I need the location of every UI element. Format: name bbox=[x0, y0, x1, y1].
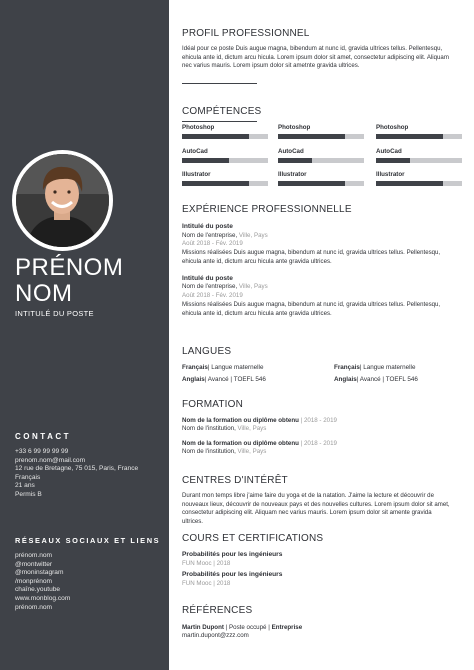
social-link[interactable]: prénom.nom bbox=[15, 603, 53, 611]
social-link[interactable]: @moninstagram bbox=[15, 569, 64, 577]
language-level: Langue maternelle bbox=[211, 364, 264, 371]
company-name: Nom de l'entreprise, bbox=[182, 231, 238, 239]
degree-dates-prefix: | bbox=[300, 439, 303, 447]
school-place: Ville, Pays bbox=[237, 425, 267, 433]
experience-section bbox=[182, 204, 462, 318]
skill-label: AutoCad bbox=[278, 148, 304, 155]
language-level: Avancé | TOEFL 546 bbox=[207, 376, 266, 383]
reference-line bbox=[182, 624, 462, 632]
experience-text: Missions réalisées Duis augue magna, bibendum at nunc id, gravida ultrices tellus. Pellentesqu, ehicula ante id, dictum arcu hicula ante gravida ultrices. bbox=[182, 249, 441, 265]
experience-text: Missions réalisées Duis augue magna, bibendum at nunc id, gravida ultrices tellus. Pellentesqu, ehicula ante id, dictum arcu hicula ante gravida ultrices. bbox=[182, 301, 441, 317]
languages-section bbox=[182, 346, 462, 358]
experience-dates: Août 2018 - Fév. 2019 bbox=[182, 291, 243, 299]
skill-label: Photoshop bbox=[278, 124, 311, 131]
social-link[interactable]: chaîne.youtube bbox=[15, 586, 61, 594]
skill-bar-fill bbox=[278, 181, 345, 186]
skill-item bbox=[278, 124, 364, 139]
language-name: Français bbox=[182, 364, 208, 371]
divider bbox=[182, 83, 257, 84]
company-place: Ville, Pays bbox=[238, 283, 268, 291]
references-section bbox=[182, 605, 462, 641]
experience-company bbox=[182, 283, 462, 291]
age: 21 ans bbox=[15, 482, 35, 490]
avatar bbox=[16, 154, 109, 247]
social-link[interactable]: prénom.nom bbox=[15, 552, 53, 559]
language-item: Anglais| Avancé | TOEFL 546 bbox=[182, 376, 266, 383]
company-place: Ville, Pays bbox=[238, 231, 268, 239]
first-name: PRÉNOM bbox=[15, 254, 124, 281]
candidate-name bbox=[15, 255, 123, 307]
education-school bbox=[182, 425, 462, 433]
school-name: Nom de l'institution, bbox=[182, 425, 236, 433]
sidebar bbox=[0, 0, 169, 670]
experience-company bbox=[182, 232, 462, 240]
section-title: PROFIL PROFESSIONNEL bbox=[182, 28, 310, 39]
skill-label: Illustrator bbox=[278, 171, 307, 178]
profile-text: Idéal pour ce poste Duis augue magna, bibendum at nunc id, gravida ultrices tellus. Pellentesqu, ehicula ante id, dictum arcu hicula. Lorem ipsum dolor sit amet, consectetur adipiscing elit. Aliquam nec varius mauris. Lorem ipsum dolor sit ametnte gravida ultrices. bbox=[182, 45, 449, 70]
skill-label: Photoshop bbox=[376, 124, 409, 131]
address: 12 rue de Bretagne, 75 015, Paris, France bbox=[15, 465, 139, 473]
skill-label: Photoshop bbox=[182, 124, 215, 131]
skill-item bbox=[278, 171, 364, 186]
section-title: RÉFÉRENCES bbox=[182, 605, 253, 616]
skill-item bbox=[182, 148, 268, 163]
section-title: LANGUES bbox=[182, 346, 232, 357]
email: prenom.nom@mail.com bbox=[15, 456, 86, 464]
skill-bar bbox=[278, 181, 364, 186]
license: Permis B bbox=[15, 490, 42, 498]
contact-heading: CONTACT bbox=[15, 432, 72, 441]
experience-dates: Août 2018 - Fév. 2019 bbox=[182, 240, 243, 247]
skill-item bbox=[376, 148, 462, 163]
section-title: CENTRES D'INTÉRÊT bbox=[182, 475, 288, 486]
skill-item bbox=[278, 148, 364, 163]
skill-bar-fill bbox=[182, 181, 249, 186]
degree-dates-prefix: | bbox=[300, 417, 303, 424]
skill-item bbox=[376, 124, 462, 139]
skill-bar bbox=[278, 134, 364, 139]
course-meta: FUN Mooc | 2018 bbox=[182, 559, 231, 567]
course-name: Probabilités pour les ingénieurs bbox=[182, 551, 283, 558]
skill-bar bbox=[376, 134, 462, 139]
skill-item bbox=[376, 171, 462, 186]
reference-company: Entreprise bbox=[271, 624, 303, 631]
course-meta: FUN Mooc | 2018 bbox=[182, 579, 231, 587]
social-link[interactable]: @montwitter bbox=[15, 560, 53, 568]
social-heading: RÉSEAUX SOCIAUX ET LIENS bbox=[15, 536, 161, 545]
language-name: Français bbox=[334, 364, 360, 371]
skill-bar-fill bbox=[278, 158, 312, 163]
course-item bbox=[182, 551, 462, 568]
education-item bbox=[182, 417, 462, 434]
skill-item bbox=[182, 124, 268, 139]
language-level: Avancé | TOEFL 546 bbox=[359, 376, 418, 383]
degree-dates: 2018 - 2019 bbox=[303, 439, 337, 447]
contact-list bbox=[15, 448, 138, 500]
skill-bar-fill bbox=[182, 158, 229, 163]
section-title: COMPÉTENCES bbox=[182, 106, 262, 117]
skill-item bbox=[182, 171, 268, 186]
language-item: Français| Langue maternelle bbox=[334, 364, 416, 371]
portrait-image bbox=[16, 154, 109, 247]
phone: +33 6 99 99 99 99 bbox=[15, 448, 69, 455]
section-title: EXPÉRIENCE PROFESSIONNELLE bbox=[182, 204, 352, 215]
experience-role: Intitulé du poste bbox=[182, 223, 233, 230]
education-degree-line bbox=[182, 440, 462, 448]
skill-bar bbox=[376, 181, 462, 186]
skill-bar-fill bbox=[278, 134, 345, 139]
profile-section bbox=[182, 28, 462, 84]
skills-section bbox=[182, 106, 462, 122]
skill-bar-fill bbox=[376, 134, 443, 139]
skill-label: Illustrator bbox=[182, 171, 211, 178]
reference-email[interactable]: martin.dupont@zzz.com bbox=[182, 632, 249, 640]
education-school bbox=[182, 448, 462, 456]
experience-item bbox=[182, 223, 462, 267]
company-name: Nom de l'entreprise, bbox=[182, 283, 238, 291]
experience-role: Intitulé du poste bbox=[182, 274, 233, 282]
skill-bar bbox=[182, 158, 268, 163]
degree-dates: 2018 - 2019 bbox=[303, 417, 337, 424]
skill-bar-fill bbox=[182, 134, 249, 139]
course-item bbox=[182, 571, 462, 588]
language-item: Anglais| Avancé | TOEFL 546 bbox=[334, 376, 418, 383]
job-title: INTITULÉ DU POSTE bbox=[15, 309, 94, 318]
section-title: COURS ET CERTIFICATIONS bbox=[182, 533, 324, 544]
social-list bbox=[15, 552, 70, 612]
school-place: Ville, Pays bbox=[237, 448, 267, 456]
section-title: FORMATION bbox=[182, 399, 244, 410]
reference-name: Martin Dupont bbox=[182, 624, 224, 631]
interests-text: Durant mon temps libre j'aime faire du yoga et de la natation. J'aime la lecture et découvrir de nouveaux lieux, découvrir de nouveaux pays et des nouvelles cultures. Lorem ipsum dolor sit amet, consectetur adipiscing elit. Aliquam nec varius mauris. Lorem ipsum dolor sit amente gravida ultrices. bbox=[182, 492, 450, 525]
social-link[interactable]: www.monblog.com bbox=[15, 594, 71, 602]
education-section bbox=[182, 399, 462, 457]
language-item: Français| Langue maternelle bbox=[182, 364, 264, 371]
degree-name: Nom de la formation ou diplôme obtenu bbox=[182, 439, 299, 447]
degree-name: Nom de la formation ou diplôme obtenu bbox=[182, 417, 299, 424]
language-name: Anglais bbox=[334, 376, 357, 383]
reference-position: | Poste occupé | bbox=[225, 624, 270, 631]
language-name: Anglais bbox=[182, 376, 205, 383]
skill-label: Illustrator bbox=[376, 171, 405, 178]
skill-bar bbox=[182, 134, 268, 139]
courses-section bbox=[182, 533, 462, 588]
last-name: NOM bbox=[15, 280, 73, 307]
language-level: Langue maternelle bbox=[363, 364, 416, 371]
skill-bar-fill bbox=[376, 181, 443, 186]
skill-bar bbox=[376, 158, 462, 163]
profile-photo bbox=[12, 150, 113, 251]
nationality: Français bbox=[15, 473, 41, 481]
school-name: Nom de l'institution, bbox=[182, 448, 236, 456]
divider bbox=[182, 121, 257, 122]
skill-bar-fill bbox=[376, 158, 410, 163]
course-name: Probabilités pour les ingénieurs bbox=[182, 571, 283, 578]
education-degree-line bbox=[182, 417, 462, 425]
skill-bar bbox=[182, 181, 268, 186]
social-link[interactable]: /monprénom bbox=[15, 577, 53, 585]
skill-label: AutoCad bbox=[182, 148, 208, 155]
experience-item bbox=[182, 275, 462, 319]
education-item bbox=[182, 440, 462, 457]
skill-bar bbox=[278, 158, 364, 163]
skill-label: AutoCad bbox=[376, 148, 402, 155]
interests-section bbox=[182, 475, 462, 526]
